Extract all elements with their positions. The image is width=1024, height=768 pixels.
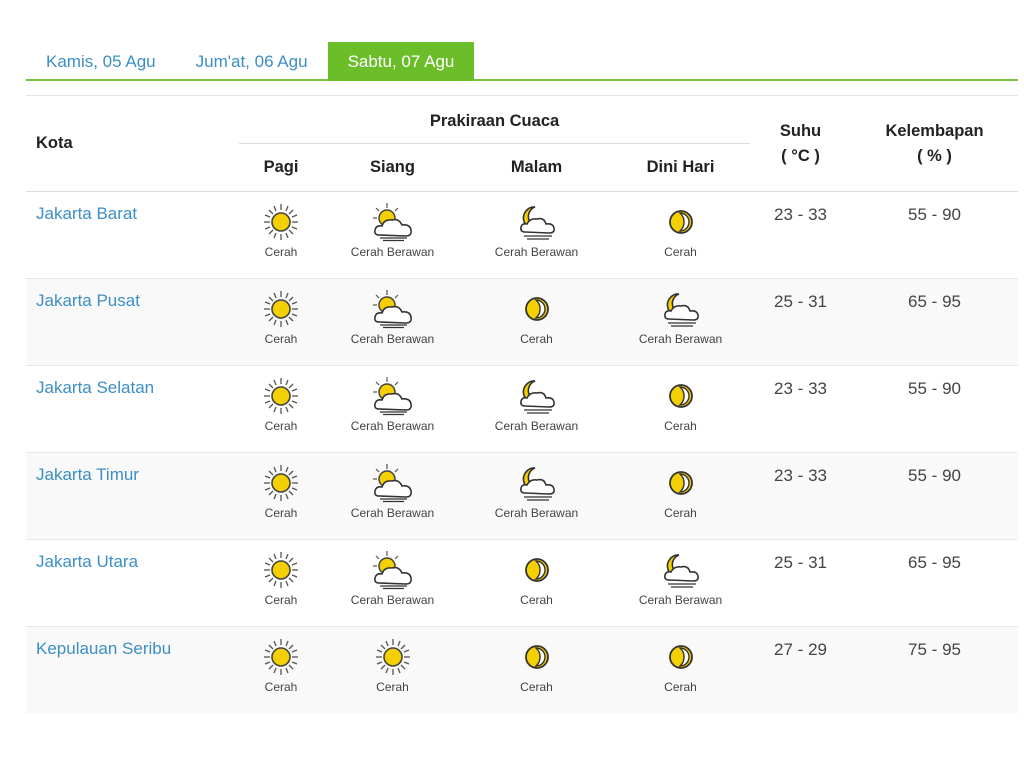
condition-label: Cerah Berawan xyxy=(350,506,435,520)
forecast-malam xyxy=(462,627,611,714)
humidity-range: 55 - 90 xyxy=(908,379,961,398)
table-row xyxy=(26,366,1018,453)
header-prakiraan-cuaca: Prakiraan Cuaca xyxy=(239,96,750,144)
city-link[interactable]: Jakarta Timur xyxy=(36,465,139,484)
header-dini-hari: Dini Hari xyxy=(611,144,750,192)
tab-day-1[interactable]: Kamis, 05 Agu xyxy=(46,52,156,71)
sun-icon xyxy=(259,289,303,329)
condition-label: Cerah Berawan xyxy=(350,593,435,607)
moon-icon xyxy=(515,637,559,677)
condition-label: Cerah xyxy=(264,593,298,607)
condition-label: Cerah Berawan xyxy=(350,332,435,346)
table-row xyxy=(26,192,1018,279)
sun-icon xyxy=(259,550,303,590)
forecast-malam xyxy=(462,279,611,366)
city-link[interactable]: Kepulauan Seribu xyxy=(36,639,172,658)
moon-icon xyxy=(659,637,703,677)
condition-label: Cerah Berawan xyxy=(350,419,435,433)
forecast-pagi xyxy=(239,366,323,453)
humidity-range: 75 - 95 xyxy=(908,640,961,659)
condition-label: Cerah Berawan xyxy=(350,245,435,259)
forecast-pagi xyxy=(239,279,323,366)
sun-icon xyxy=(259,637,303,677)
header-kota: Kota xyxy=(26,96,239,192)
condition-label: Cerah xyxy=(264,332,298,346)
forecast-dini-hari xyxy=(611,540,750,627)
forecast-dini-hari xyxy=(611,192,750,279)
condition-label: Cerah xyxy=(664,245,697,259)
forecast-malam xyxy=(462,540,611,627)
condition-label: Cerah Berawan xyxy=(638,332,723,346)
header-pagi: Pagi xyxy=(239,144,323,192)
temperature-range: 23 - 33 xyxy=(774,466,827,485)
condition-label: Cerah xyxy=(264,680,298,694)
condition-label: Cerah xyxy=(264,245,298,259)
sun-icon xyxy=(259,463,303,503)
condition-label: Cerah xyxy=(664,680,697,694)
city-link[interactable]: Jakarta Pusat xyxy=(36,291,140,310)
header-suhu-unit: ( °C ) xyxy=(781,146,820,165)
forecast-malam xyxy=(462,366,611,453)
sun-icon xyxy=(259,202,303,242)
sun-icon xyxy=(371,637,415,677)
temperature-range: 23 - 33 xyxy=(774,379,827,398)
moon-icon xyxy=(659,463,703,503)
forecast-pagi xyxy=(239,192,323,279)
sun-cloud-icon xyxy=(371,550,415,590)
header-kelembapan-label: Kelembapan xyxy=(885,121,984,140)
condition-label: Cerah Berawan xyxy=(638,593,723,607)
condition-label: Cerah xyxy=(376,680,409,694)
temperature-range: 25 - 31 xyxy=(774,292,827,311)
moon-cloud-icon xyxy=(515,376,559,416)
header-kelembapan xyxy=(851,96,1018,192)
humidity-range: 55 - 90 xyxy=(908,205,961,224)
moon-cloud-icon xyxy=(659,289,703,329)
humidity-range: 55 - 90 xyxy=(908,466,961,485)
forecast-pagi xyxy=(239,627,323,714)
forecast-siang xyxy=(323,453,462,540)
moon-icon xyxy=(515,550,559,590)
sun-icon xyxy=(259,376,303,416)
city-link[interactable]: Jakarta Selatan xyxy=(36,378,155,397)
temperature-range: 23 - 33 xyxy=(774,205,827,224)
table-row xyxy=(26,540,1018,627)
sun-cloud-icon xyxy=(371,376,415,416)
forecast-pagi xyxy=(239,540,323,627)
condition-label: Cerah Berawan xyxy=(494,245,579,259)
forecast-siang xyxy=(323,279,462,366)
header-malam: Malam xyxy=(462,144,611,192)
forecast-pagi xyxy=(239,453,323,540)
tab-day-3[interactable]: Sabtu, 07 Agu xyxy=(328,42,475,81)
moon-cloud-icon xyxy=(515,202,559,242)
condition-label: Cerah xyxy=(520,680,553,694)
moon-cloud-icon xyxy=(659,550,703,590)
header-suhu-label: Suhu xyxy=(779,121,822,140)
condition-label: Cerah xyxy=(520,332,553,346)
city-link[interactable]: Jakarta Utara xyxy=(36,552,139,571)
condition-label: Cerah xyxy=(664,419,697,433)
condition-label: Cerah xyxy=(264,506,298,520)
forecast-table xyxy=(26,95,1018,714)
forecast-siang xyxy=(323,366,462,453)
sun-cloud-icon xyxy=(371,202,415,242)
forecast-dini-hari xyxy=(611,279,750,366)
moon-icon xyxy=(659,202,703,242)
weather-forecast-panel xyxy=(26,42,1018,714)
temperature-range: 25 - 31 xyxy=(774,553,827,572)
city-link[interactable]: Jakarta Barat xyxy=(36,204,138,223)
condition-label: Cerah Berawan xyxy=(494,419,579,433)
humidity-range: 65 - 95 xyxy=(908,553,961,572)
humidity-range: 65 - 95 xyxy=(908,292,961,311)
forecast-siang xyxy=(323,627,462,714)
condition-label: Cerah xyxy=(520,593,553,607)
table-row xyxy=(26,453,1018,540)
moon-icon xyxy=(515,289,559,329)
sun-cloud-icon xyxy=(371,289,415,329)
header-suhu xyxy=(750,96,851,192)
forecast-siang xyxy=(323,192,462,279)
table-row xyxy=(26,627,1018,714)
tab-day-2[interactable]: Jum'at, 06 Agu xyxy=(195,52,308,71)
condition-label: Cerah Berawan xyxy=(494,506,579,520)
forecast-dini-hari xyxy=(611,627,750,714)
forecast-siang xyxy=(323,540,462,627)
day-tabs xyxy=(26,42,1018,81)
header-siang: Siang xyxy=(323,144,462,192)
condition-label: Cerah xyxy=(264,419,298,433)
forecast-dini-hari xyxy=(611,366,750,453)
condition-label: Cerah xyxy=(664,506,697,520)
header-kelembapan-unit: ( % ) xyxy=(917,146,952,165)
moon-icon xyxy=(659,376,703,416)
table-row xyxy=(26,279,1018,366)
sun-cloud-icon xyxy=(371,463,415,503)
forecast-dini-hari xyxy=(611,453,750,540)
forecast-malam xyxy=(462,453,611,540)
moon-cloud-icon xyxy=(515,463,559,503)
temperature-range: 27 - 29 xyxy=(774,640,827,659)
forecast-malam xyxy=(462,192,611,279)
